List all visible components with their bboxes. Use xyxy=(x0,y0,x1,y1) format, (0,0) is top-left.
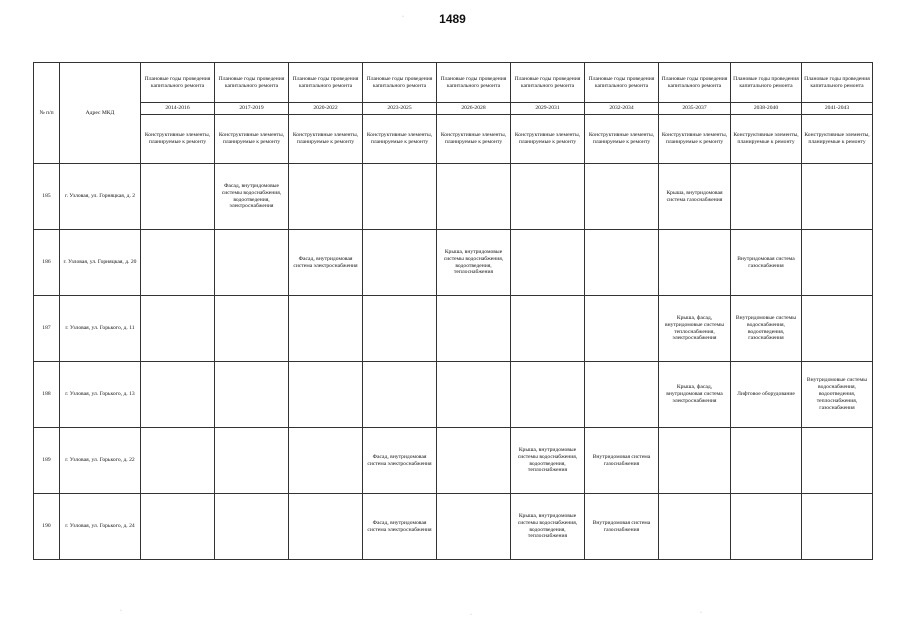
row-repair-elements xyxy=(363,362,437,428)
row-repair-elements xyxy=(437,428,511,494)
row-number: 189 xyxy=(34,428,60,494)
row-address: г. Узловая, ул. Горняцкая, д. 2 xyxy=(60,164,141,230)
row-repair-elements xyxy=(289,164,363,230)
header-row-periods xyxy=(34,103,873,115)
row-repair-elements xyxy=(289,362,363,428)
scan-speck: · xyxy=(120,608,122,614)
row-repair-elements: Внутридомовые системы водоснабжения, водоотведения, газоснабжения xyxy=(731,296,802,362)
column-header-elements: Конструктивные элементы, планируемые к ремонту xyxy=(289,115,363,164)
repair-schedule-table xyxy=(33,62,873,560)
column-header-period: 2032-2034 xyxy=(585,103,659,115)
row-number: 190 xyxy=(34,494,60,560)
row-repair-elements: Внутридомовая система газоснабжения xyxy=(585,428,659,494)
column-header-plan: Плановые годы проведения капитального ремонта xyxy=(659,63,731,103)
row-repair-elements xyxy=(141,494,215,560)
row-repair-elements xyxy=(215,362,289,428)
row-number: 188 xyxy=(34,362,60,428)
row-repair-elements xyxy=(511,296,585,362)
row-repair-elements xyxy=(511,362,585,428)
column-header-period: 2029-2031 xyxy=(511,103,585,115)
row-repair-elements: Крыша, внутридомовые системы водоснабжения, водоотведения, теплоснабжения xyxy=(437,230,511,296)
scan-speck: · xyxy=(470,612,472,618)
row-number: 187 xyxy=(34,296,60,362)
row-repair-elements xyxy=(289,494,363,560)
row-repair-elements: Крыша, внутридомовая система газоснабжения xyxy=(659,164,731,230)
column-header-period: 2023-2025 xyxy=(363,103,437,115)
row-number: 185 xyxy=(34,164,60,230)
row-repair-elements xyxy=(585,164,659,230)
row-repair-elements: Внутридомовые системы водоснабжения, водоотведения, теплоснабжения, газоснабжения xyxy=(802,362,873,428)
column-header-plan: Плановые годы проведения капитального ремонта xyxy=(511,63,585,103)
row-repair-elements xyxy=(215,296,289,362)
column-header-plan: Плановые годы проведения капитального ремонта xyxy=(141,63,215,103)
column-header-elements: Конструктивные элементы, планируемые к ремонту xyxy=(511,115,585,164)
header-row-plan xyxy=(34,63,873,103)
column-header-period: 2038-2040 xyxy=(731,103,802,115)
row-address: г. Узловая, ул. Горького, д. 24 xyxy=(60,494,141,560)
column-header-number: № п/п xyxy=(34,63,60,164)
column-header-plan: Плановые годы проведения капитального ремонта xyxy=(437,63,511,103)
row-repair-elements: Крыша, внутридомовые системы водоснабжения, водоотведения, теплоснабжения xyxy=(511,428,585,494)
page-number: 1489 xyxy=(439,12,466,26)
row-repair-elements: Фасад, внутридомовые системы водоснабжения, водоотведения, электроснабжения xyxy=(215,164,289,230)
row-repair-elements xyxy=(802,230,873,296)
row-repair-elements xyxy=(215,230,289,296)
row-repair-elements xyxy=(141,296,215,362)
row-address: г. Узловая, ул. Горького, д. 22 xyxy=(60,428,141,494)
row-repair-elements xyxy=(659,230,731,296)
row-repair-elements: Фасад, внутридомовая система электроснабжения xyxy=(363,494,437,560)
column-header-elements: Конструктивные элементы, планируемые к ремонту xyxy=(802,115,873,164)
row-repair-elements xyxy=(215,494,289,560)
table-row xyxy=(34,296,873,362)
column-header-elements: Конструктивные элементы, планируемые к ремонту xyxy=(659,115,731,164)
row-repair-elements xyxy=(511,164,585,230)
row-repair-elements xyxy=(141,230,215,296)
row-repair-elements xyxy=(802,296,873,362)
row-address: г. Узловая, ул. Горького, д. 13 xyxy=(60,362,141,428)
row-repair-elements xyxy=(289,296,363,362)
table-row xyxy=(34,494,873,560)
column-header-period: 2020-2022 xyxy=(289,103,363,115)
row-repair-elements xyxy=(141,164,215,230)
column-header-elements: Конструктивные элементы, планируемые к ремонту xyxy=(141,115,215,164)
row-repair-elements xyxy=(659,428,731,494)
row-repair-elements xyxy=(802,164,873,230)
row-repair-elements xyxy=(731,428,802,494)
column-header-elements: Конструктивные элементы, планируемые к ремонту xyxy=(215,115,289,164)
row-repair-elements xyxy=(363,164,437,230)
row-repair-elements xyxy=(585,362,659,428)
row-repair-elements xyxy=(141,428,215,494)
column-header-plan: Плановые годы проведения капитального ремонта xyxy=(731,63,802,103)
row-repair-elements xyxy=(437,494,511,560)
column-header-elements: Конструктивные элементы, планируемые к ремонту xyxy=(363,115,437,164)
column-header-period: 2035-2037 xyxy=(659,103,731,115)
column-header-period: 2017-2019 xyxy=(215,103,289,115)
row-repair-elements xyxy=(802,428,873,494)
row-repair-elements xyxy=(659,494,731,560)
row-repair-elements: Фасад, внутридомовая система электроснабжения xyxy=(363,428,437,494)
row-repair-elements xyxy=(215,428,289,494)
row-repair-elements: Крыша, фасад, внутридомовая система электроснабжения xyxy=(659,362,731,428)
row-address: г. Узловая, ул. Горняцкая, д. 20 xyxy=(60,230,141,296)
column-header-address: Адрес МКД xyxy=(60,63,141,164)
column-header-plan: Плановые годы проведения капитального ремонта xyxy=(802,63,873,103)
table-row xyxy=(34,428,873,494)
scan-speck: · xyxy=(700,610,702,616)
row-repair-elements xyxy=(363,296,437,362)
row-repair-elements xyxy=(437,362,511,428)
row-number: 186 xyxy=(34,230,60,296)
row-repair-elements xyxy=(141,362,215,428)
row-repair-elements: Лифтовое оборудование xyxy=(731,362,802,428)
row-repair-elements xyxy=(437,296,511,362)
row-repair-elements xyxy=(289,428,363,494)
column-header-period: 2041-2043 xyxy=(802,103,873,115)
row-repair-elements xyxy=(585,296,659,362)
row-repair-elements: Крыша, внутридомовые системы водоснабжения, водоотведения, теплоснабжения xyxy=(511,494,585,560)
column-header-plan: Плановые годы проведения капитального ремонта xyxy=(289,63,363,103)
row-repair-elements: Внутридомовая система газоснабжения xyxy=(585,494,659,560)
row-address: г. Узловая, ул. Горького, д. 11 xyxy=(60,296,141,362)
column-header-elements: Конструктивные элементы, планируемые к ремонту xyxy=(585,115,659,164)
row-repair-elements xyxy=(802,494,873,560)
row-repair-elements xyxy=(511,230,585,296)
column-header-elements: Конструктивные элементы, планируемые к ремонту xyxy=(437,115,511,164)
row-repair-elements: Внутридомовая система газоснабжения xyxy=(731,230,802,296)
column-header-elements: Конструктивные элементы, планируемые к ремонту xyxy=(731,115,802,164)
row-repair-elements: Крыша, фасад, внутридомовые системы теплоснабжения, электроснабжения xyxy=(659,296,731,362)
table-row xyxy=(34,230,873,296)
row-repair-elements xyxy=(585,230,659,296)
column-header-plan: Плановые годы проведения капитального ремонта xyxy=(585,63,659,103)
table-row xyxy=(34,164,873,230)
table-row xyxy=(34,362,873,428)
column-header-plan: Плановые годы проведения капитального ремонта xyxy=(363,63,437,103)
row-repair-elements xyxy=(731,164,802,230)
column-header-period: 2014-2016 xyxy=(141,103,215,115)
column-header-period: 2026-2028 xyxy=(437,103,511,115)
scan-speck: · xyxy=(402,14,404,20)
row-repair-elements xyxy=(437,164,511,230)
header-row-elements xyxy=(34,115,873,164)
column-header-plan: Плановые годы проведения капитального ремонта xyxy=(215,63,289,103)
row-repair-elements xyxy=(731,494,802,560)
row-repair-elements xyxy=(363,230,437,296)
row-repair-elements: Фасад, внутридомовая система электроснабжения xyxy=(289,230,363,296)
